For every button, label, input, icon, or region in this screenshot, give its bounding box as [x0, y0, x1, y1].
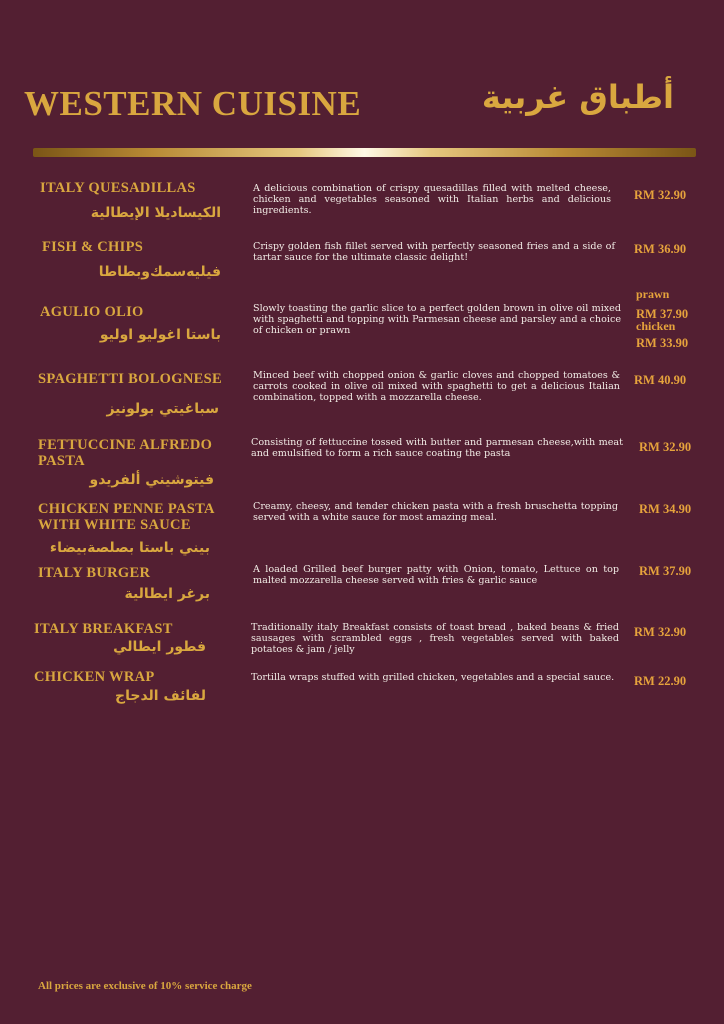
item-description: A delicious combination of crispy quesadillas filled with melted cheese, chicken and vegetables seasoned with Italian herbs and delicious ingredients.: [253, 183, 611, 216]
item-description: Creamy, cheesy, and tender chicken pasta with a fresh bruschetta topping served with a white sauce for most amazing meal.: [253, 501, 618, 523]
item-name: AGULIO OLIO: [40, 304, 144, 320]
item-description: A loaded Grilled beef burger patty with Onion, tomato, Lettuce on top malted mozzarella cheese served with fries & garlic sauce: [253, 564, 619, 586]
option-label: chicken: [636, 319, 676, 333]
item-name: FETTUCCINE ALFREDO PASTA: [38, 437, 213, 469]
item-name-arabic: سباغيتي بولونيز: [106, 401, 219, 417]
item-price: RM 22.90: [634, 674, 687, 688]
item-name: ITALY QUESADILLAS: [40, 180, 196, 196]
item-name: SPAGHETTI BOLOGNESE: [38, 371, 222, 387]
item-name-arabic: الكيساديلا الإيطالية: [90, 205, 221, 221]
item-name-arabic: باستا اغوليو اوليو: [99, 327, 221, 343]
item-name-arabic: فيليه‌سمك‌وبطاطا: [98, 264, 221, 280]
item-name-arabic: برغر ايطالية: [124, 586, 210, 602]
item-name: ITALY BREAKFAST: [34, 621, 173, 637]
item-name: FISH & CHIPS: [42, 239, 144, 255]
item-name-arabic: فطور ايطالي: [113, 639, 206, 655]
option-label: prawn: [636, 287, 670, 301]
item-name-arabic: بيني باستا بصلصة‌بيضاء: [49, 540, 210, 556]
gold-divider: [33, 148, 696, 157]
item-name: CHICKEN PENNE PASTA WITH WHITE SAUCE: [38, 501, 214, 533]
item-name: CHICKEN WRAP: [34, 669, 155, 685]
item-name: ITALY BURGER: [38, 565, 151, 581]
item-description: Slowly toasting the garlic slice to a perfect golden brown in olive oil mixed with spaghetti and topping with Parmesan cheese and parsley and a choice of chicken or prawn: [253, 303, 621, 336]
item-price: RM 33.90: [636, 336, 689, 350]
item-description: Minced beef with chopped onion & garlic cloves and chopped tomatoes & carrots cooked in olive oil mixed with spaghetti to get a delicious Italian combination, topped with a mozzarella cheese.: [253, 370, 620, 403]
item-description: Consisting of fettuccine tossed with butter and parmesan cheese,with meat and emulsified to form a rich sauce coating the pasta: [251, 437, 623, 459]
item-description: Crispy golden fish fillet served with perfectly seasoned fries and a side of tartar sauce for the ultimate classic delight!: [253, 241, 615, 263]
item-price: RM 32.90: [634, 188, 687, 202]
item-price: RM 32.90: [639, 440, 692, 454]
item-price: RM 37.90: [639, 564, 692, 578]
item-price: RM 40.90: [634, 373, 687, 387]
item-price: RM 32.90: [634, 625, 687, 639]
item-price: RM 34.90: [639, 502, 692, 516]
page-title: WESTERN CUISINE: [24, 84, 362, 123]
page-title-arabic: أطباق غربية: [481, 78, 674, 116]
item-price: RM 37.90: [636, 307, 689, 321]
item-name-arabic: لفائف الدجاج: [115, 688, 206, 704]
item-description: Tortilla wraps stuffed with grilled chicken, vegetables and a special sauce.: [251, 672, 615, 683]
item-name-arabic: فيتوشيني ألفريدو: [89, 472, 214, 488]
item-description: Traditionally italy Breakfast consists of toast bread , baked beans & fried sausages with scrambled eggs , fresh vegetables served with baked potatoes & jam / jelly: [251, 622, 619, 655]
service-charge-note: All prices are exclusive of 10% service charge: [38, 980, 252, 992]
item-price: RM 36.90: [634, 242, 687, 256]
